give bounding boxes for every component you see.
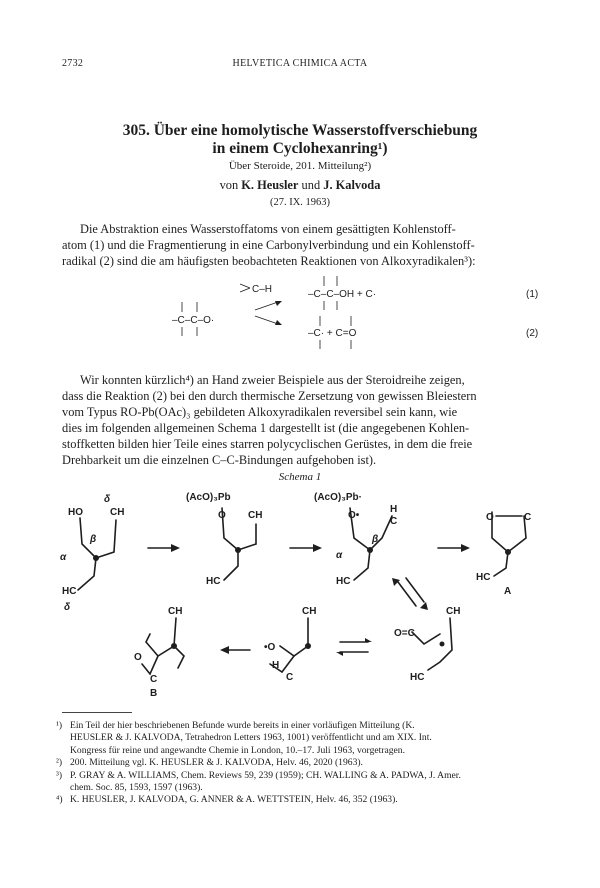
reaction-equations: [60, 270, 550, 352]
hc-label: HC: [336, 576, 351, 587]
ch-label: CH: [248, 510, 263, 521]
ch-reagent: C–H: [252, 284, 273, 295]
beta-label: β: [372, 534, 379, 545]
o-radical-label: O•: [348, 510, 360, 521]
delta-top-label: δ: [104, 494, 111, 505]
author-2: J. Kalvoda: [323, 178, 381, 192]
footnote-1: [56, 720, 550, 757]
lead-ester-label: (AcO)₃Pb: [186, 492, 231, 503]
h-label: H: [272, 660, 280, 671]
c-label: C: [524, 512, 532, 523]
ch-label: CH: [446, 606, 461, 617]
footnote-3: [56, 769, 550, 795]
c-label: C: [390, 516, 398, 527]
paragraph-2-line: dass die Reaktion (2) bei den durch thermische Zersetzung von gewissen Bleiestern: [62, 389, 477, 403]
hc-label: HC: [62, 586, 77, 597]
paragraph-1-line: radikal (2) sind die am häufigsten beobachteten Reaktionen von Alkoxyradikalen³):: [62, 254, 476, 268]
paragraph-2-line: Drehbarkeit um die einzelnen C–C-Bindungen aufgehoben ist).: [62, 453, 377, 467]
eq1-product: –C–C–OH + C·: [308, 289, 377, 300]
o-label: O: [218, 510, 226, 521]
article-authors: [0, 178, 600, 193]
o-dot-label: •O: [264, 642, 276, 653]
footnote-line: Kongress für reine und angewandte Chemie in London, 10.–17. Juli 1963, vorgetragen.: [70, 744, 405, 756]
article-title-line2: in einem Cyclohexanring¹): [212, 140, 388, 157]
author-1: K. Heusler: [241, 178, 299, 192]
equation-1-label: (1): [526, 289, 539, 300]
footnotes: [56, 720, 550, 807]
equation-2-label: (2): [526, 328, 539, 339]
ho-label: HO: [68, 507, 83, 518]
footnote-line: HEUSLER & J. KALVODA, Tetrahedron Letters 1963, 1001) veröffentlicht und am XIX. Int.: [70, 732, 432, 744]
footnote-number: ¹): [56, 720, 63, 731]
footnote-line: K. HEUSLER, J. KALVODA, G. ANNER & A. WETTSTEIN, Helv. 46, 352 (1963).: [70, 794, 398, 806]
article-date: (27. IX. 1963): [269, 197, 331, 208]
lead-radical-label: (AcO)₃Pb·: [314, 492, 362, 503]
ch-label: CH: [168, 606, 183, 617]
article-subtitle: Über Steroide, 201. Mitteilung²): [228, 160, 372, 172]
ch-label: CH: [302, 606, 317, 617]
footnote-line: chem. Soc. 85, 1593, 1597 (1963).: [70, 782, 203, 794]
footnote-line: 200. Mitteilung vgl. K. HEUSLER & J. KALVODA, Helv. 46, 2020 (1963).: [70, 757, 363, 769]
footnote-rule: [62, 712, 132, 713]
compound-a-label: A: [504, 586, 512, 597]
footnote-line: P. GRAY & A. WILLIAMS, Chem. Reviews 59, 239 (1959); CH. WALLING & A. PADWA, J. Amer.: [70, 769, 461, 781]
article-title-line1: 305. Über eine homolytische Wasserstoffverschiebung: [122, 122, 478, 139]
paragraph-2: [62, 372, 548, 468]
footnote-2: [56, 757, 550, 769]
scheme-caption: Schema 1: [278, 471, 322, 483]
paragraph-1-line: atom (1) und die Fragmentierung in eine Carbonylverbindung und ein Kohlenstoff-: [62, 238, 475, 252]
oc-label: O=C: [394, 628, 415, 639]
alpha-label: α: [336, 550, 343, 561]
hc-label: HC: [476, 572, 491, 583]
footnote-line: Ein Teil der hier beschriebenen Befunde wurde bereits in einer vorläufigen Mitteilung (K.: [70, 720, 415, 731]
paragraph-2-line: Wir konnten kürzlich⁴) an Hand zweier Beispiele aus der Steroidreihe zeigen,: [80, 373, 465, 387]
authors-and: und: [301, 178, 321, 192]
footnote-number: ²): [56, 757, 63, 769]
compound-b-label: B: [150, 688, 158, 699]
ch-label: CH: [110, 507, 125, 518]
paragraph-1-line: Die Abstraktion eines Wasserstoffatoms von einem gesättigten Kohlenstoff-: [80, 222, 456, 236]
reaction-scheme: [50, 486, 550, 700]
paragraph-1: [62, 221, 548, 269]
page-number: 2732: [62, 58, 84, 69]
o-label: O: [486, 512, 494, 523]
eq2-product: –C· + C=O: [308, 328, 357, 339]
o-label: O: [134, 652, 142, 663]
h-label: H: [390, 504, 398, 515]
paragraph-2-line: dies im folgenden allgemeinen Schema 1 dargestellt ist (die angegebenen Kohlen-: [62, 421, 470, 435]
delta-bottom-label: δ: [64, 602, 71, 613]
alpha-label: α: [60, 552, 67, 563]
footnote-number: ³): [56, 769, 63, 781]
running-header: HELVETICA CHIMICA ACTA: [232, 58, 368, 69]
c-label: C: [150, 674, 158, 685]
footnote-4: [56, 794, 550, 806]
beta-label: β: [90, 534, 97, 545]
authors-prefix: von: [219, 178, 239, 192]
hc-label: HC: [206, 576, 221, 587]
footnote-number: ⁴): [56, 794, 63, 806]
paragraph-2-line: stoffketten bilden hier Teile eines starren polycyclischen Gerüstes, in dem die freie: [62, 437, 473, 451]
hc-label: HC: [410, 672, 425, 683]
c-label: C: [286, 672, 294, 683]
paragraph-2-line: vom Typus RO-Pb(OAc)₃ gebildeten Alkoxyradikalen reversibel sein kann, wie: [62, 405, 458, 419]
reactant-formula: –C–C–O·: [172, 315, 215, 326]
